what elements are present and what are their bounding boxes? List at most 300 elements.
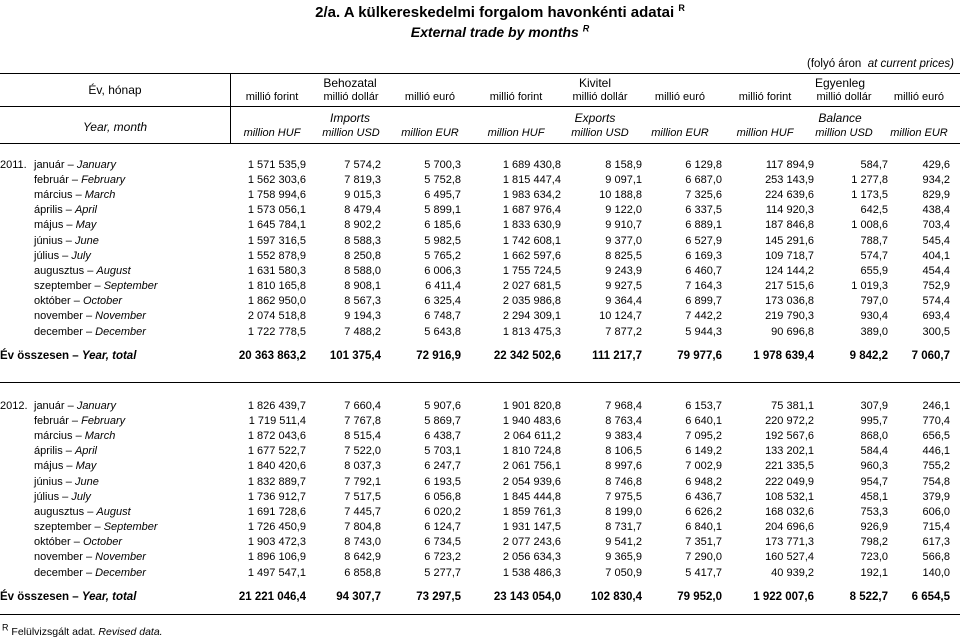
month-hu: október bbox=[34, 295, 71, 308]
value-cell: 6 337,5 bbox=[685, 204, 722, 217]
value-cell: 6 723,2 bbox=[424, 551, 461, 564]
value-cell: 1 573 056,1 bbox=[247, 204, 306, 217]
value-cell: 1 826 439,7 bbox=[247, 399, 306, 412]
group-balance-en: Balance bbox=[818, 111, 862, 125]
footnote: $^R$ Felülvizsgált adat. Revised data. bbox=[2, 622, 163, 638]
value-cell: 584,7 bbox=[860, 158, 888, 171]
value-cell: 224 639,6 bbox=[765, 188, 814, 201]
value-cell: 168 032,6 bbox=[765, 505, 814, 518]
month-cell: augusztus – August bbox=[34, 264, 131, 277]
value-cell: 7 488,2 bbox=[344, 325, 381, 338]
value-cell: 1 677 522,7 bbox=[247, 445, 306, 458]
value-cell: 574,7 bbox=[860, 249, 888, 262]
value-cell: 6 153,7 bbox=[685, 399, 722, 412]
value-cell: 8 567,3 bbox=[344, 295, 381, 308]
month-cell: november – November bbox=[34, 551, 146, 564]
table-row bbox=[0, 248, 952, 263]
value-cell: 429,6 bbox=[922, 158, 950, 171]
value-cell: 9 122,0 bbox=[605, 204, 642, 217]
table-row bbox=[0, 203, 952, 218]
value-cell: 454,4 bbox=[922, 264, 950, 277]
table-row bbox=[0, 398, 952, 413]
month-hu: július bbox=[34, 249, 60, 262]
value-cell: 798,2 bbox=[860, 536, 888, 549]
year-cell bbox=[0, 565, 34, 580]
month-en: July bbox=[71, 490, 91, 503]
value-cell: 204 696,6 bbox=[765, 521, 814, 534]
year-cell bbox=[0, 309, 34, 324]
month-hu: január bbox=[34, 399, 65, 412]
year-cell bbox=[0, 504, 34, 519]
table-row bbox=[0, 444, 952, 459]
value-cell: 1 755 724,5 bbox=[502, 264, 561, 277]
value-cell: 574,4 bbox=[922, 295, 950, 308]
value-cell: 446,1 bbox=[922, 445, 950, 458]
value-cell: 566,8 bbox=[922, 551, 950, 564]
value-cell: 693,4 bbox=[922, 310, 950, 323]
value-cell: 109 718,7 bbox=[765, 249, 814, 262]
value-cell: 1 662 597,6 bbox=[502, 249, 561, 262]
value-cell: 7 522,0 bbox=[344, 445, 381, 458]
value-cell: 7 574,2 bbox=[344, 158, 381, 171]
value-cell: 6 858,8 bbox=[344, 566, 381, 579]
month-en: January bbox=[76, 158, 116, 171]
month-en: April bbox=[74, 445, 97, 458]
total-value-cell: 6 654,5 bbox=[911, 591, 950, 604]
month-cell: április – April bbox=[34, 204, 97, 217]
value-cell: 1 813 475,3 bbox=[502, 325, 561, 338]
value-cell: 1 832 889,7 bbox=[247, 475, 306, 488]
month-en: May bbox=[75, 219, 97, 232]
value-cell: 222 049,9 bbox=[765, 475, 814, 488]
total-value-cell: 102 830,4 bbox=[590, 591, 642, 604]
year-cell bbox=[0, 444, 34, 459]
month-cell: augusztus – August bbox=[34, 505, 131, 518]
value-cell: 404,1 bbox=[922, 249, 950, 262]
month-cell: július – July bbox=[34, 490, 91, 503]
value-cell: 217 515,6 bbox=[765, 280, 814, 293]
value-cell: 187 846,8 bbox=[765, 219, 814, 232]
unit-en-8: million USD bbox=[815, 127, 873, 139]
value-cell: 7 767,8 bbox=[344, 414, 381, 427]
total-value-cell: 79 977,6 bbox=[677, 350, 722, 363]
year-cell bbox=[0, 489, 34, 504]
total-value-cell: 79 952,0 bbox=[677, 591, 722, 604]
value-cell: 1 173,5 bbox=[851, 188, 888, 201]
footer-rule bbox=[0, 614, 960, 615]
value-cell: 6 056,8 bbox=[424, 490, 461, 503]
unit-en-2: million USD bbox=[322, 127, 380, 139]
month-en: June bbox=[74, 475, 99, 488]
value-cell: 6 411,4 bbox=[425, 280, 461, 293]
month-cell: június – June bbox=[34, 234, 99, 247]
year-cell bbox=[0, 263, 34, 278]
value-cell: 606,0 bbox=[922, 505, 950, 518]
value-cell: 1 019,3 bbox=[851, 280, 888, 293]
group-balance-hu: Egyenleg bbox=[814, 76, 866, 90]
value-cell: 1 719 511,4 bbox=[248, 414, 306, 427]
value-cell: 192 567,6 bbox=[765, 429, 814, 442]
value-cell: 715,4 bbox=[922, 521, 950, 534]
value-cell: 6 889,1 bbox=[685, 219, 722, 232]
year-cell bbox=[0, 459, 34, 474]
value-cell: 770,4 bbox=[922, 414, 950, 427]
value-cell: 1 497 547,1 bbox=[247, 566, 306, 579]
table-row bbox=[0, 172, 952, 187]
month-en: September bbox=[103, 280, 158, 293]
month-en: February bbox=[81, 173, 126, 186]
table-row bbox=[0, 535, 952, 550]
month-en: August bbox=[96, 505, 131, 518]
value-cell: 8 997,6 bbox=[605, 460, 642, 473]
value-cell: 1 810 724,8 bbox=[502, 445, 561, 458]
value-cell: 438,4 bbox=[922, 204, 950, 217]
value-cell: 829,9 bbox=[922, 188, 950, 201]
value-cell: 1 931 147,5 bbox=[502, 521, 561, 534]
month-hu: április bbox=[34, 445, 63, 458]
value-cell: 7 095,2 bbox=[685, 429, 722, 442]
value-cell: 7 290,0 bbox=[685, 551, 722, 564]
table-row bbox=[0, 279, 952, 294]
value-cell: 220 972,2 bbox=[765, 414, 814, 427]
value-cell: 10 188,8 bbox=[599, 188, 642, 201]
month-en: November bbox=[95, 310, 146, 323]
table-row bbox=[0, 157, 952, 172]
value-cell: 8 479,4 bbox=[344, 204, 381, 217]
value-cell: 8 763,4 bbox=[605, 414, 642, 427]
value-cell: 7 164,3 bbox=[685, 280, 722, 293]
value-cell: 6 185,6 bbox=[424, 219, 461, 232]
value-cell: 246,1 bbox=[922, 399, 950, 412]
unit-hu-6: millió euró bbox=[654, 91, 706, 103]
value-cell: 5 907,6 bbox=[424, 399, 461, 412]
unit-hu-1: millió forint bbox=[245, 91, 299, 103]
month-en: June bbox=[74, 234, 99, 247]
year-cell bbox=[0, 279, 34, 294]
value-cell: 954,7 bbox=[860, 475, 888, 488]
value-cell: 6 149,2 bbox=[685, 445, 722, 458]
total-value-cell: 1 922 007,6 bbox=[753, 591, 814, 604]
month-en: July bbox=[71, 249, 91, 262]
value-cell: 145 291,6 bbox=[765, 234, 814, 247]
value-cell: 8 250,8 bbox=[344, 249, 381, 262]
value-cell: 1 833 630,9 bbox=[502, 219, 561, 232]
month-hu: február bbox=[34, 414, 69, 427]
value-cell: 1 726 450,9 bbox=[247, 521, 306, 534]
month-en: February bbox=[81, 414, 126, 427]
total-value-cell: 1 978 639,4 bbox=[753, 350, 814, 363]
month-hu: november bbox=[34, 551, 83, 564]
year-cell bbox=[0, 324, 34, 339]
year-cell bbox=[0, 218, 34, 233]
value-cell: 1 983 634,2 bbox=[502, 188, 561, 201]
table-row bbox=[0, 309, 952, 324]
total-value-cell: 101 375,4 bbox=[329, 350, 381, 363]
month-hu: május bbox=[34, 460, 64, 473]
year-cell bbox=[0, 520, 34, 535]
month-en: December bbox=[95, 325, 146, 338]
year-cell bbox=[0, 248, 34, 263]
value-cell: 8 158,9 bbox=[605, 158, 642, 171]
month-en: November bbox=[95, 551, 146, 564]
month-cell: január – January bbox=[34, 158, 116, 171]
value-cell: 1 277,8 bbox=[851, 173, 888, 186]
value-cell: 1 810 165,8 bbox=[247, 280, 306, 293]
value-cell: 6 460,7 bbox=[685, 264, 722, 277]
table-subtitle: External trade by months $^R$ bbox=[410, 23, 590, 40]
total-value-cell: 73 297,5 bbox=[416, 591, 461, 604]
value-cell: 140,0 bbox=[922, 566, 950, 579]
value-cell: 6 438,7 bbox=[424, 429, 461, 442]
unit-en-1: million HUF bbox=[243, 127, 301, 139]
value-cell: 6 436,7 bbox=[685, 490, 722, 503]
value-cell: 642,5 bbox=[860, 204, 888, 217]
month-cell: február – February bbox=[34, 173, 126, 186]
value-cell: 7 660,4 bbox=[344, 399, 381, 412]
value-cell: 1 687 976,4 bbox=[502, 204, 561, 217]
month-cell: szeptember – September bbox=[34, 280, 158, 293]
month-en: March bbox=[84, 188, 116, 201]
value-cell: 6 124,7 bbox=[424, 521, 461, 534]
value-cell: 5 703,1 bbox=[424, 445, 461, 458]
month-cell: szeptember – September bbox=[34, 521, 158, 534]
value-cell: 2 054 939,6 bbox=[502, 475, 561, 488]
table-row bbox=[0, 413, 952, 428]
total-value-cell: 23 143 054,0 bbox=[493, 591, 561, 604]
value-cell: 754,8 bbox=[922, 475, 950, 488]
month-en: October bbox=[82, 295, 123, 308]
table-title: 2/a. A külkereskedelmi forgalom havonkénti adatai $^R$ bbox=[315, 3, 685, 21]
total-label: Év összesen – Year, total bbox=[0, 591, 137, 604]
value-cell: 192,1 bbox=[860, 566, 888, 579]
value-cell: 1 691 728,6 bbox=[247, 505, 306, 518]
month-en: October bbox=[82, 536, 123, 549]
month-cell: május – May bbox=[34, 460, 97, 473]
value-cell: 1 862 950,0 bbox=[247, 295, 306, 308]
month-en: May bbox=[75, 460, 97, 473]
unit-en-5: million USD bbox=[571, 127, 629, 139]
year-cell: 2011. bbox=[0, 158, 27, 171]
table-row bbox=[0, 187, 952, 202]
value-cell: 389,0 bbox=[860, 325, 888, 338]
year-cell bbox=[0, 294, 34, 309]
value-cell: 703,4 bbox=[922, 219, 950, 232]
value-cell: 1 845 444,8 bbox=[502, 490, 561, 503]
year-cell bbox=[0, 535, 34, 550]
month-cell: december – December bbox=[34, 566, 146, 579]
value-cell: 655,9 bbox=[860, 264, 888, 277]
value-cell: 6 325,4 bbox=[424, 295, 461, 308]
value-cell: 6 899,7 bbox=[685, 295, 722, 308]
month-hu: március bbox=[34, 429, 73, 442]
value-cell: 40 939,2 bbox=[771, 566, 814, 579]
total-value-cell: 72 916,9 bbox=[416, 350, 461, 363]
total-value-cell: 94 307,7 bbox=[336, 591, 381, 604]
value-cell: 6 169,3 bbox=[685, 249, 722, 262]
value-cell: 300,5 bbox=[922, 325, 950, 338]
month-en: April bbox=[74, 204, 97, 217]
value-cell: 926,9 bbox=[860, 521, 888, 534]
value-cell: 8 746,8 bbox=[605, 475, 642, 488]
total-value-cell: 22 342 502,6 bbox=[493, 350, 561, 363]
value-cell: 1 896 106,9 bbox=[247, 551, 306, 564]
value-cell: 307,9 bbox=[860, 399, 888, 412]
table-row bbox=[0, 428, 952, 443]
value-cell: 6 495,7 bbox=[424, 188, 461, 201]
month-cell: április – April bbox=[34, 445, 97, 458]
value-cell: 2 035 986,8 bbox=[502, 295, 561, 308]
month-hu: június bbox=[34, 475, 63, 488]
month-cell: március – March bbox=[34, 429, 116, 442]
value-cell: 9 364,4 bbox=[605, 295, 642, 308]
year-cell bbox=[0, 172, 34, 187]
value-cell: 5 869,7 bbox=[424, 414, 461, 427]
value-cell: 5 944,3 bbox=[685, 325, 722, 338]
unit-hu-9: millió euró bbox=[893, 91, 945, 103]
total-label: Év összesen – Year, total bbox=[0, 350, 137, 363]
month-en: September bbox=[103, 521, 158, 534]
value-cell: 114 920,3 bbox=[765, 204, 814, 217]
value-cell: 1 562 303,6 bbox=[247, 173, 306, 186]
value-cell: 5 417,7 bbox=[685, 566, 722, 579]
row-label-en: Year, month bbox=[82, 120, 148, 134]
value-cell: 617,3 bbox=[922, 536, 950, 549]
value-cell: 9 365,9 bbox=[605, 551, 642, 564]
value-cell: 133 202,1 bbox=[765, 445, 814, 458]
value-cell: 117 894,9 bbox=[765, 158, 814, 171]
month-hu: augusztus bbox=[34, 505, 85, 518]
value-cell: 108 532,1 bbox=[765, 490, 814, 503]
month-cell: február – February bbox=[34, 414, 126, 427]
value-cell: 656,5 bbox=[922, 429, 950, 442]
unit-hu-3: millió euró bbox=[404, 91, 456, 103]
value-cell: 6 626,2 bbox=[685, 505, 722, 518]
table-row bbox=[0, 565, 952, 580]
table-row bbox=[0, 504, 952, 519]
value-cell: 9 194,3 bbox=[344, 310, 381, 323]
value-cell: 1 859 761,3 bbox=[502, 505, 561, 518]
month-cell: december – December bbox=[34, 325, 146, 338]
value-cell: 9 015,3 bbox=[344, 188, 381, 201]
month-hu: január bbox=[34, 158, 65, 171]
value-cell: 1 645 784,1 bbox=[247, 219, 306, 232]
total-value-cell: 111 217,7 bbox=[592, 350, 642, 363]
group-exports-en: Exports bbox=[574, 111, 616, 125]
unit-hu-2: millió dollár bbox=[323, 91, 379, 103]
value-cell: 934,2 bbox=[922, 173, 950, 186]
value-cell: 8 515,4 bbox=[344, 429, 381, 442]
value-cell: 6 734,5 bbox=[424, 536, 461, 549]
table-row bbox=[0, 489, 952, 504]
table-row bbox=[0, 324, 952, 339]
data-table-2011 bbox=[0, 157, 952, 365]
value-cell: 1 008,6 bbox=[851, 219, 888, 232]
table-row bbox=[0, 263, 952, 278]
value-cell: 9 541,2 bbox=[605, 536, 642, 549]
value-cell: 755,2 bbox=[922, 460, 950, 473]
total-row bbox=[0, 347, 952, 365]
value-cell: 9 927,5 bbox=[605, 280, 642, 293]
group-exports-hu: Kivitel bbox=[578, 76, 611, 90]
value-cell: 1 631 580,3 bbox=[247, 264, 306, 277]
total-value-cell: 20 363 863,2 bbox=[238, 350, 306, 363]
value-cell: 2 064 611,2 bbox=[503, 429, 561, 442]
value-cell: 75 381,1 bbox=[771, 399, 814, 412]
value-cell: 8 588,0 bbox=[344, 264, 381, 277]
value-cell: 995,7 bbox=[860, 414, 888, 427]
value-cell: 1 872 043,6 bbox=[247, 429, 306, 442]
value-cell: 1 742 608,1 bbox=[502, 234, 561, 247]
value-cell: 7 517,5 bbox=[344, 490, 381, 503]
unit-note: (folyó áron at current prices) bbox=[806, 58, 954, 70]
value-cell: 9 377,0 bbox=[605, 234, 642, 247]
table-row bbox=[0, 294, 952, 309]
value-cell: 6 129,8 bbox=[685, 158, 722, 171]
table-row bbox=[0, 474, 952, 489]
value-cell: 1 758 994,6 bbox=[247, 188, 306, 201]
table-row bbox=[0, 218, 952, 233]
value-cell: 7 325,6 bbox=[685, 188, 722, 201]
value-cell: 930,4 bbox=[860, 310, 888, 323]
value-cell: 5 899,1 bbox=[424, 204, 461, 217]
month-cell: november – November bbox=[34, 310, 146, 323]
data-table-2012 bbox=[0, 398, 952, 606]
value-cell: 9 910,7 bbox=[605, 219, 642, 232]
value-cell: 219 790,3 bbox=[765, 310, 814, 323]
value-cell: 2 074 518,8 bbox=[247, 310, 306, 323]
value-cell: 8 037,3 bbox=[344, 460, 381, 473]
value-cell: 1 571 535,9 bbox=[247, 158, 306, 171]
month-hu: november bbox=[34, 310, 83, 323]
value-cell: 1 538 486,3 bbox=[502, 566, 561, 579]
value-cell: 752,9 bbox=[922, 280, 950, 293]
value-cell: 8 902,2 bbox=[344, 219, 381, 232]
month-cell: október – October bbox=[34, 295, 123, 308]
value-cell: 1 815 447,4 bbox=[502, 173, 561, 186]
value-cell: 7 968,4 bbox=[605, 399, 642, 412]
value-cell: 1 722 778,5 bbox=[247, 325, 306, 338]
value-cell: 7 975,5 bbox=[605, 490, 642, 503]
table-row bbox=[0, 459, 952, 474]
value-cell: 584,4 bbox=[860, 445, 888, 458]
value-cell: 753,3 bbox=[860, 505, 888, 518]
value-cell: 5 700,3 bbox=[424, 158, 461, 171]
value-cell: 6 640,1 bbox=[685, 414, 722, 427]
value-cell: 1 840 420,6 bbox=[247, 460, 306, 473]
value-cell: 8 642,9 bbox=[344, 551, 381, 564]
value-cell: 173 771,3 bbox=[765, 536, 814, 549]
value-cell: 8 908,1 bbox=[344, 280, 381, 293]
value-cell: 6 247,7 bbox=[424, 460, 461, 473]
table-row bbox=[0, 520, 952, 535]
value-cell: 545,4 bbox=[922, 234, 950, 247]
value-cell: 7 877,2 bbox=[605, 325, 642, 338]
unit-en-6: million EUR bbox=[651, 127, 709, 139]
value-cell: 2 061 756,1 bbox=[502, 460, 561, 473]
month-cell: október – October bbox=[34, 536, 123, 549]
value-cell: 2 294 309,1 bbox=[502, 310, 561, 323]
value-cell: 8 588,3 bbox=[344, 234, 381, 247]
value-cell: 221 335,5 bbox=[765, 460, 814, 473]
unit-en-4: million HUF bbox=[487, 127, 545, 139]
month-hu: december bbox=[34, 566, 83, 579]
value-cell: 8 731,7 bbox=[605, 521, 642, 534]
value-cell: 8 106,5 bbox=[605, 445, 642, 458]
row-label-hu: Év, hónap bbox=[88, 83, 142, 97]
year-cell bbox=[0, 187, 34, 202]
value-cell: 1 736 912,7 bbox=[247, 490, 306, 503]
group-imports-en: Imports bbox=[329, 111, 370, 125]
